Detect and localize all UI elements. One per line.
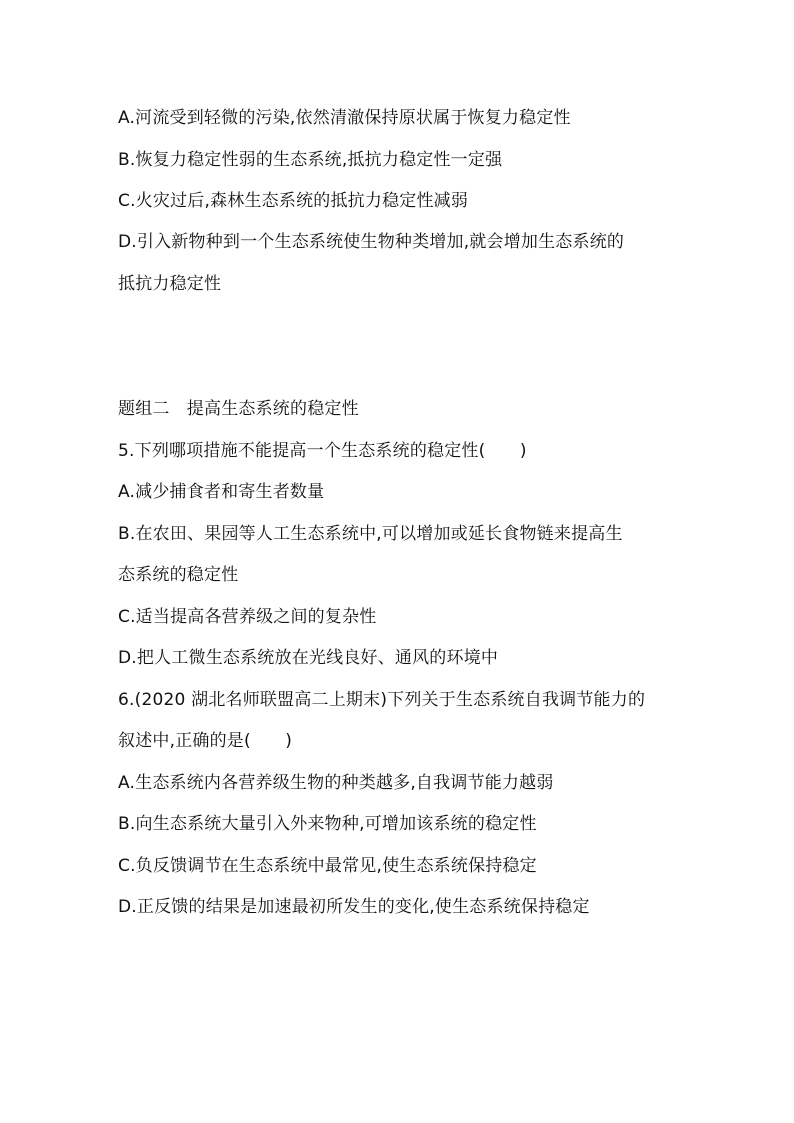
q6-option-d: D.正反馈的结果是加速最初所发生的变化,使生态系统保持稳定	[118, 897, 590, 917]
q6-stem-line2: 叙述中,正确的是( )	[118, 731, 293, 751]
q6-option-a: A.生态系统内各营养级生物的种类越多,自我调节能力越弱	[118, 773, 554, 793]
q6-option-c: C.负反馈调节在生态系统中最常见,使生态系统保持稳定	[118, 856, 537, 876]
q5-option-b-line2: 态系统的稳定性	[118, 565, 239, 585]
q5-option-c: C.适当提高各营养级之间的复杂性	[118, 607, 377, 627]
q5-option-d: D.把人工微生态系统放在光线良好、通风的环境中	[118, 648, 499, 668]
section-title: 题组二 提高生态系统的稳定性	[118, 399, 359, 419]
q5-stem: 5.下列哪项措施不能提高一个生态系统的稳定性( )	[118, 441, 527, 461]
q4-option-d-line2: 抵抗力稳定性	[118, 274, 222, 294]
q5-option-a: A.减少捕食者和寄生者数量	[118, 482, 325, 502]
q6-option-b: B.向生态系统大量引入外来物种,可增加该系统的稳定性	[118, 814, 537, 834]
q6-stem-line1: 6.(2020 湖北名师联盟高二上期末)下列关于生态系统自我调节能力的	[118, 690, 646, 710]
q4-option-d-line1: D.引入新物种到一个生态系统使生物种类增加,就会增加生态系统的	[118, 232, 625, 252]
q4-option-b: B.恢复力稳定性弱的生态系统,抵抗力稳定性一定强	[118, 150, 503, 170]
q5-option-b-line1: B.在农田、果园等人工生态系统中,可以增加或延长食物链来提高生	[118, 524, 623, 544]
q4-option-c: C.火灾过后,森林生态系统的抵抗力稳定性减弱	[118, 191, 469, 211]
q4-option-a: A.河流受到轻微的污染,依然清澈保持原状属于恢复力稳定性	[118, 108, 571, 128]
